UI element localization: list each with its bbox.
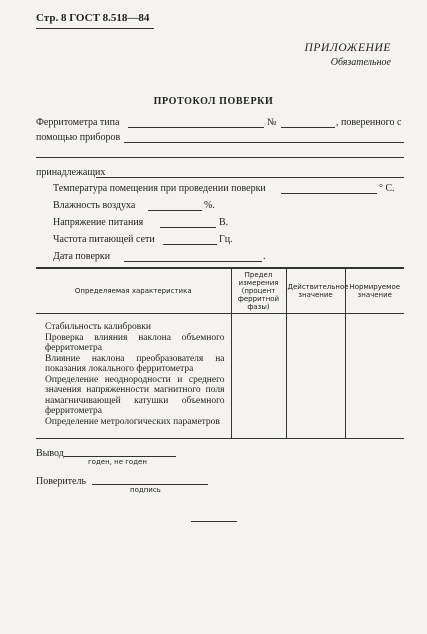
frequency-field[interactable] [163,244,217,245]
verifier-signature-field[interactable] [92,484,208,485]
table-row: Влияние наклона преобразователя на показания локального ферритометра [45,353,225,374]
table-row: Определение метрологических параметров [45,416,220,427]
temperature-field[interactable] [281,193,377,194]
header-normalized-value: Нормируемое значение [345,268,404,314]
voltage-field[interactable] [160,227,216,228]
appendix-title: ПРИЛОЖЕНИЕ [304,42,391,54]
header-actual-value: Действительное значение [286,268,345,314]
end-divider [191,521,237,522]
actual-value-cell[interactable] [286,314,345,439]
temperature-label: Температура помещения при проведении поверки [53,183,266,194]
voltage-unit: В. [219,217,229,228]
table-bottom-border [36,438,404,439]
page-reference: Стр. 8 ГОСТ 8.518—84 [36,12,150,24]
table-row: Стабильность калибровки [45,322,151,332]
header-measurement-limit: Предел измерения (процент ферритной фазы) [231,268,286,314]
temperature-unit: ° С. [379,183,395,194]
verifier-label: Поверитель [36,476,87,487]
table-header-row [36,268,404,314]
devices-field-continued[interactable] [36,157,404,158]
humidity-label: Влажность воздуха [53,200,136,211]
table-row: Проверка влияния наклона объемного ферритометра [45,332,225,353]
table-row: Определение неоднородности и среднего значения напряженности магнитного поля намагничивающей катушки объемного ферритометра [45,374,225,416]
belonging-label: принадлежащих [36,167,106,178]
number-field[interactable] [281,127,335,128]
date-label: Дата поверки [53,251,111,262]
belonging-field[interactable] [96,177,404,178]
normalized-value-cell[interactable] [345,314,404,439]
verification-table [36,267,404,439]
frequency-unit: Гц. [219,234,233,245]
verified-label: , поверенного с [336,117,402,128]
humidity-field[interactable] [148,210,202,211]
voltage-label: Напряжение питания [53,217,144,228]
conclusion-hint: годен, не годен [88,458,147,466]
measurement-limit-cell[interactable] [231,314,286,439]
frequency-label: Частота питающей сети [53,234,155,245]
header-divider [36,28,154,29]
conclusion-field[interactable] [64,456,176,457]
conclusion-label: Вывод [36,448,64,459]
ferrometer-type-field[interactable] [128,127,264,128]
ferrometer-type-label: Ферритометра типа [36,117,120,128]
devices-label: помощью приборов [36,132,121,143]
header-characteristic: Определяемая характеристика [36,268,231,314]
verifier-hint: подпись [130,486,161,494]
table-body-row [36,314,404,439]
protocol-title: ПРОТОКОЛ ПОВЕРКИ [153,96,274,107]
characteristic-cell [36,314,231,439]
number-label: № [267,117,277,128]
humidity-unit: %. [204,200,215,211]
appendix-subtitle: Обязательное [330,57,391,68]
devices-field[interactable] [124,142,404,143]
date-end: . [263,251,266,262]
date-field[interactable] [124,261,262,262]
